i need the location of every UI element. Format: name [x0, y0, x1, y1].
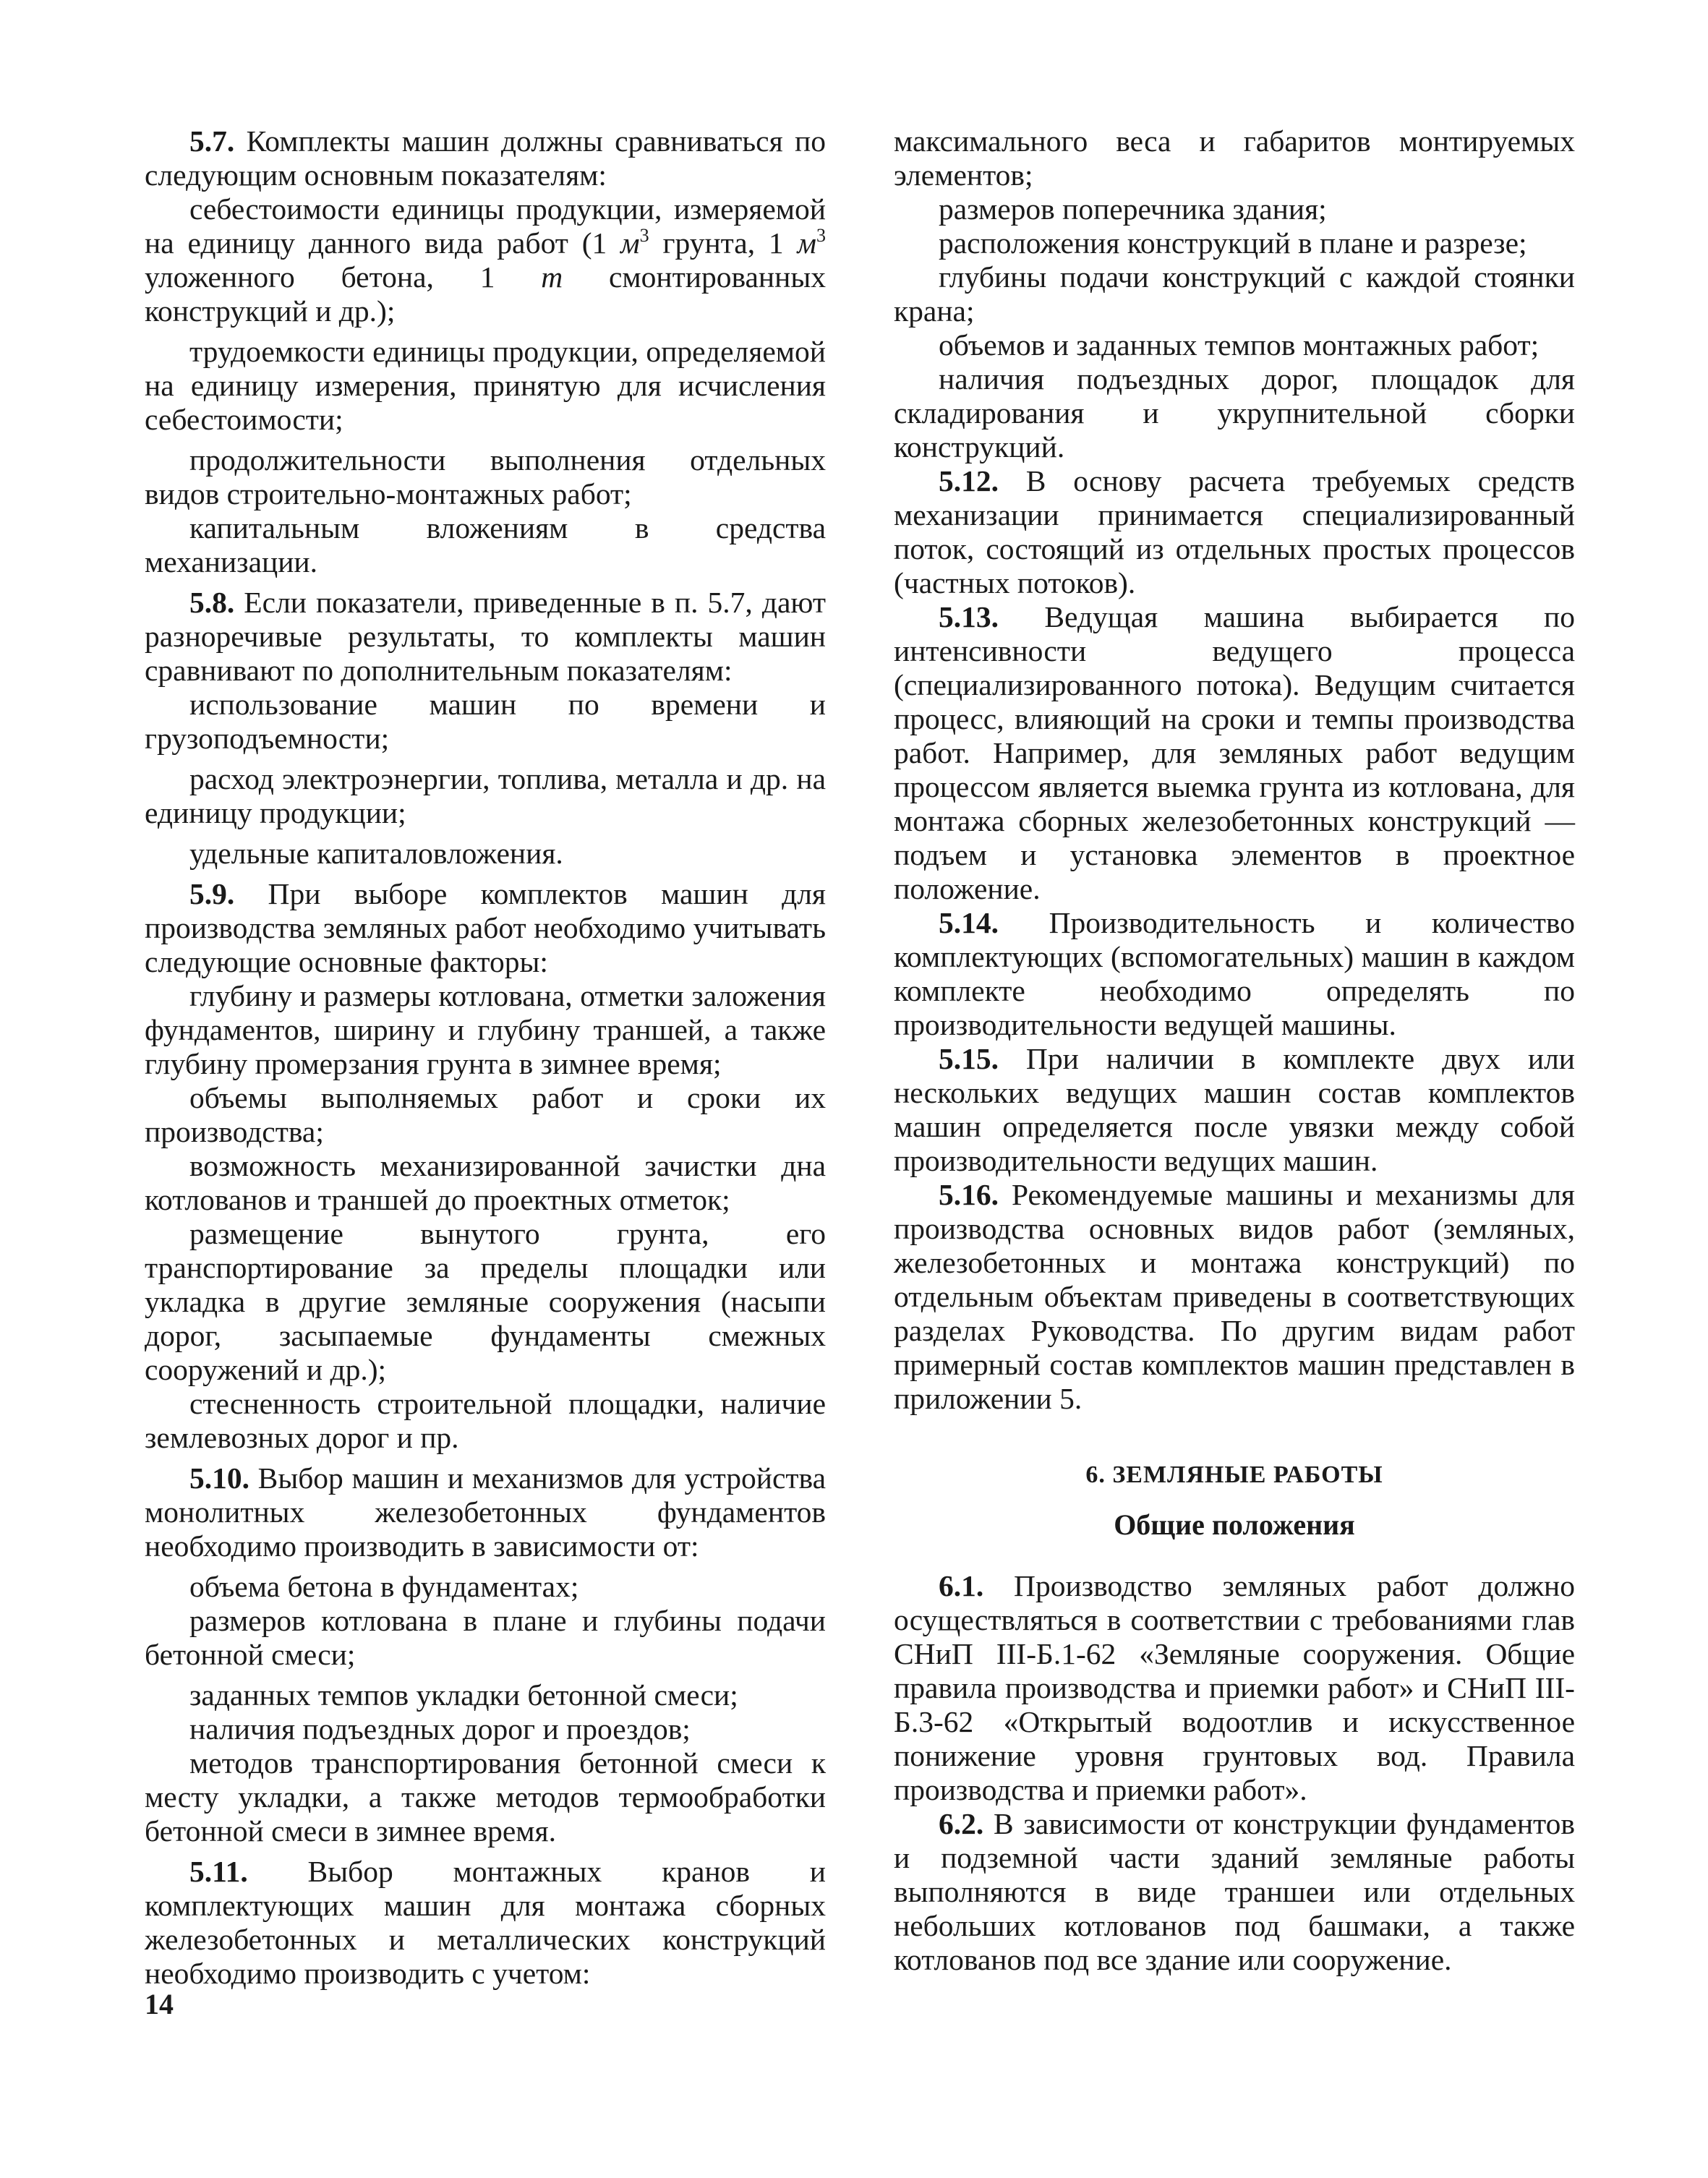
page-number: 14	[145, 1988, 174, 2020]
clause-number: 5.11.	[189, 1855, 248, 1888]
clause-number: 5.15.	[939, 1042, 999, 1075]
paragraph-5-7	[145, 124, 826, 192]
clause-number: 5.14.	[939, 906, 999, 939]
paragraph-text: В основу расчета требуемых средств механизации принимается специализированный поток, состоящий из отдельных простых процессов (частных потоков).	[894, 464, 1575, 599]
list-item-text: грунта, 1	[649, 226, 798, 260]
clause-number: 5.10.	[189, 1461, 249, 1495]
clause-number: 5.9.	[189, 877, 235, 910]
paragraph-text: Комплекты машин должны сравниваться по следующим основным показателям:	[145, 124, 826, 192]
paragraph-6-1	[894, 1569, 1575, 1807]
list-item: заданных темпов укладки бетонной смеси;	[189, 1678, 738, 1712]
list-item: расположения конструкций в плане и разрезе;	[939, 226, 1527, 260]
list-item-text: смонтированных конструкций и др.);	[145, 260, 826, 328]
list-item: глубины подачи конструкций с каждой стоянки крана;	[894, 260, 1575, 328]
paragraph-5-8	[145, 586, 826, 688]
clause-number: 5.8.	[189, 586, 235, 619]
list-item-cost	[145, 192, 826, 328]
clause-number: 5.7.	[189, 124, 235, 158]
clause-number: 5.16.	[939, 1178, 999, 1211]
right-column	[894, 124, 1575, 1977]
clause-number: 6.2.	[939, 1807, 984, 1840]
list-item: глубину и размеры котлована, отметки заложения фундаментов, ширину и глубину траншей, а также глубину промерзания грунта в зимнее время;	[145, 979, 826, 1080]
clause-number: 5.12.	[939, 464, 999, 497]
list-item-text: себестоимости единицы продукции, измеряемой на единицу данного вида работ (1	[145, 192, 826, 260]
left-column	[145, 124, 826, 1991]
paragraph-text: Выбор монтажных кранов и комплектующих машин для монтажа сборных железобетонных и металлических конструкций необходимо производить с учетом:	[145, 1855, 826, 1990]
unit-superscript: 3	[816, 225, 826, 246]
clause-number: 5.13.	[939, 600, 999, 633]
paragraph-text: При наличии в комплекте двух или нескольких ведущих машин состав комплектов машин определяется после увязки между собой производительности ведущих машин.	[894, 1042, 1575, 1177]
paragraph-text: В зависимости от конструкции фундаментов и подземной части зданий земляные работы выполняются в виде траншеи или отдельных небольших котлованов под башмаки, а также котлованов под все здание или сооружение.	[894, 1807, 1575, 1976]
paragraph-5-11	[145, 1855, 826, 1991]
subsection-heading: Общие положения	[1114, 1508, 1355, 1541]
paragraph-text: При выборе комплектов машин для производства земляных работ необходимо учитывать следующие основные факторы:	[145, 877, 826, 978]
list-item: наличия подъездных дорог и проездов;	[189, 1712, 691, 1746]
list-item: размеров котлована в плане и глубины подачи бетонной смеси;	[145, 1604, 826, 1671]
clause-number: 6.1.	[939, 1569, 984, 1602]
paragraph-text: Ведущая машина выбирается по интенсивности ведущего процесса (специализированного потока). Ведущим считается процесс, влияющий на сроки и темпы производства работ. Например, для земляных работ ведущим процессом является выемка грунта из котлована, для монтажа сборных железобетонных конструкций — подъем и установка элементов в проектное положение.	[894, 600, 1575, 905]
section-heading: 6. ЗЕМЛЯНЫЕ РАБОТЫ	[1085, 1461, 1383, 1488]
list-item: наличия подъездных дорог, площадок для складирования и укрупнительной сборки конструкций.	[894, 362, 1575, 464]
list-item: удельные капиталовложения.	[189, 837, 563, 870]
list-item: расход электроэнергии, топлива, металла и др. на единицу продукции;	[145, 762, 826, 829]
paragraph-text: Рекомендуемые машины и механизмы для производства основных видов работ (земляных, железобетонных и монтажа конструкций) по отдельным объектам приведены в соответствующих разделах Руководства. По другим видам работ примерный состав комплектов машин представлен в приложении 5.	[894, 1178, 1575, 1415]
list-item: размещение вынутого грунта, его транспортирование за пределы площадки или укладка в другие земляные сооружения (насыпи дорог, засыпаемые фундаменты смежных сооружений и др.);	[145, 1217, 826, 1386]
list-item: трудоемкости единицы продукции, определяемой на единицу измерения, принятую для исчисления себестоимости;	[145, 335, 826, 436]
paragraph-5-15	[894, 1042, 1575, 1178]
unit-m: м	[620, 226, 640, 260]
list-item: стесненность строительной площадки, наличие землевозных дорог и пр.	[145, 1387, 826, 1454]
unit-m: м	[797, 226, 816, 260]
list-item: методов транспортирования бетонной смеси к месту укладки, а также методов термообработки бетонной смеси в зимнее время.	[145, 1746, 826, 1848]
list-item: использование машин по времени и грузоподъемности;	[145, 688, 826, 755]
list-item-text: уложенного бетона, 1	[145, 260, 542, 294]
list-item: объемов и заданных темпов монтажных работ;	[939, 328, 1540, 362]
paragraph-5-13	[894, 600, 1575, 906]
unit-superscript: 3	[639, 225, 649, 246]
paragraph-5-9	[145, 877, 826, 979]
paragraph-text: Производство земляных работ должно осуществляться в соответствии с требованиями глав СНиП III-Б.1-62 «Земляные сооружения. Общие правила производства и приемки работ» и СНиП III-Б.3-62 «Открытый водоотлив и искусственное понижение уровня грунтовых вод. Правила производства и приемки работ».	[894, 1569, 1575, 1806]
paragraph-6-2	[894, 1807, 1575, 1977]
paragraph-5-14	[894, 906, 1575, 1042]
paragraph-5-12	[894, 464, 1575, 600]
paragraph-5-10	[145, 1461, 826, 1563]
paragraph-text: Выбор машин и механизмов для устройства монолитных железобетонных фундаментов необходимо производить в зависимости от:	[145, 1461, 826, 1563]
list-item: капитальным вложениям в средства механизации.	[145, 511, 826, 578]
list-item: максимального веса и габаритов монтируемых элементов;	[894, 124, 1575, 192]
paragraph-5-16	[894, 1178, 1575, 1416]
paragraph-text: Если показатели, приведенные в п. 5.7, дают разноречивые результаты, то комплекты машин сравнивают по дополнительным показателям:	[145, 586, 826, 687]
unit-t: т	[541, 260, 563, 294]
list-item: продолжительности выполнения отдельных видов строительно-монтажных работ;	[145, 443, 826, 511]
list-item: объема бетона в фундаментах;	[189, 1570, 579, 1603]
list-item: объемы выполняемых работ и сроки их производства;	[145, 1081, 826, 1148]
list-item: возможность механизированной зачистки дна котлованов и траншей до проектных отметок;	[145, 1149, 826, 1216]
list-item: размеров поперечника здания;	[939, 192, 1327, 226]
paragraph-text: Производительность и количество комплектующих (вспомогательных) машин в каждом комплекте необходимо определять по производительности ведущей машины.	[894, 906, 1575, 1041]
